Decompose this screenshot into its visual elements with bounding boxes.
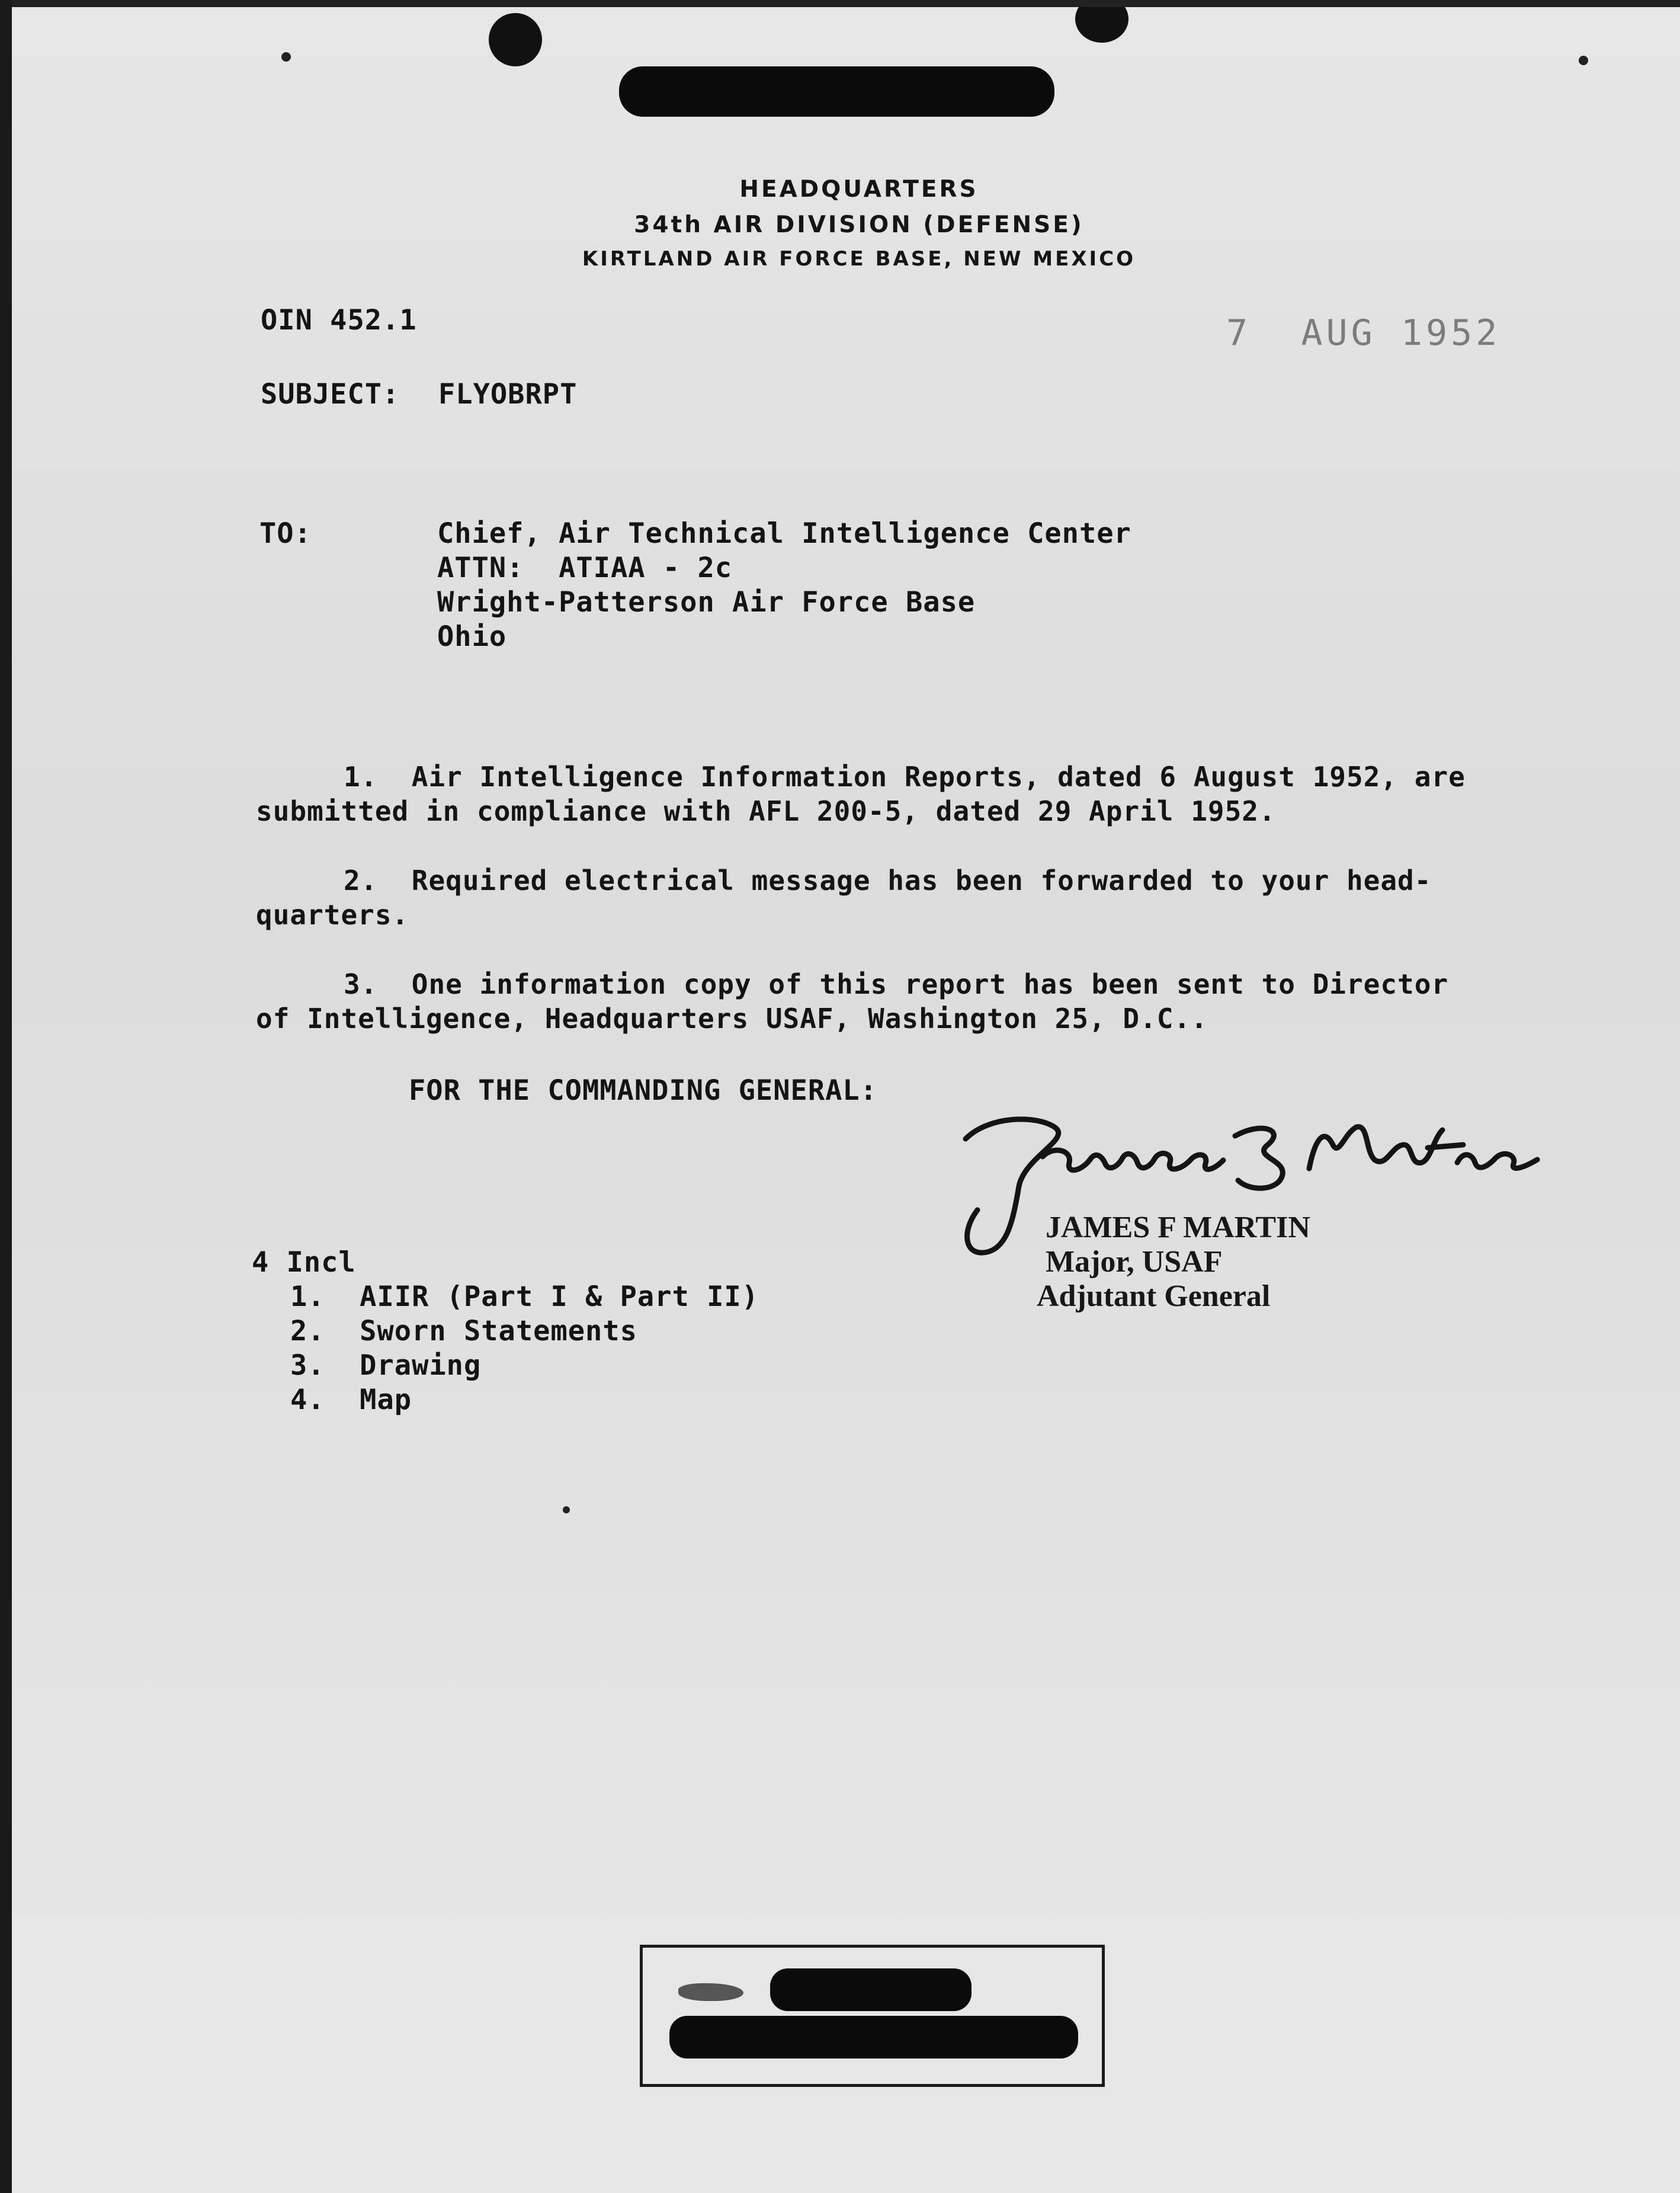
signature-name: JAMES F MARTIN bbox=[1046, 1211, 1310, 1244]
punch-hole-left bbox=[489, 13, 542, 66]
document-page bbox=[12, 7, 1680, 2193]
to-line-4: Ohio bbox=[437, 620, 507, 653]
to-line-2: ATTN: ATIAA - 2c bbox=[437, 552, 733, 584]
speck bbox=[563, 1506, 570, 1513]
letterhead-line-2: 34th AIR DIVISION (DEFENSE) bbox=[634, 212, 1084, 238]
paragraph-2-line-2: quarters. bbox=[256, 899, 409, 931]
to-line-1: Chief, Air Technical Intelligence Center bbox=[437, 517, 1131, 550]
to-line-3: Wright-Patterson Air Force Base bbox=[437, 586, 976, 619]
punch-hole-right bbox=[1075, 7, 1128, 43]
letterhead-line-1: HEADQUARTERS bbox=[739, 176, 979, 203]
classification-box bbox=[640, 1945, 1105, 2087]
paragraph-1-line-2: submitted in compliance with AFL 200-5, dated 29 April 1952. bbox=[256, 795, 1276, 827]
signature-title: Adjutant General bbox=[1037, 1279, 1271, 1313]
to-label: TO: bbox=[259, 517, 312, 550]
scan-left-edge bbox=[0, 0, 12, 2193]
file-reference: OIN 452.1 bbox=[261, 304, 417, 337]
enclosure-item-4: 4. Map bbox=[290, 1384, 412, 1416]
enclosure-item-3: 3. Drawing bbox=[290, 1349, 482, 1382]
enclosures-header: 4 Incl bbox=[252, 1246, 356, 1279]
enclosure-item-2: 2. Sworn Statements bbox=[290, 1315, 637, 1347]
box-smudge bbox=[678, 1983, 743, 2001]
top-redaction bbox=[619, 66, 1054, 117]
scan-top-edge bbox=[0, 0, 1680, 7]
box-redaction-lower bbox=[669, 2016, 1078, 2058]
closing-line: FOR THE COMMANDING GENERAL: bbox=[409, 1074, 878, 1107]
paragraph-2-line-1: 2. Required electrical message has been forwarded to your head- bbox=[344, 865, 1432, 897]
paragraph-3-line-2: of Intelligence, Headquarters USAF, Washington 25, D.C.. bbox=[256, 1003, 1208, 1035]
box-redaction-upper bbox=[770, 1968, 972, 2011]
subject-label: SUBJECT: bbox=[261, 378, 400, 411]
enclosure-item-1: 1. AIIR (Part I & Part II) bbox=[290, 1280, 759, 1313]
paragraph-3-line-1: 3. One information copy of this report has been sent to Director bbox=[344, 968, 1449, 1000]
letterhead-line-3: KIRTLAND AIR FORCE BASE, NEW MEXICO bbox=[582, 247, 1136, 271]
subject-value: FLYOBRPT bbox=[438, 378, 578, 411]
paragraph-1-line-1: 1. Air Intelligence Information Reports, dated 6 August 1952, are bbox=[344, 761, 1466, 793]
signature-rank: Major, USAF bbox=[1046, 1245, 1223, 1279]
date-stamp: 7 AUG 1952 bbox=[1226, 312, 1501, 354]
speck bbox=[281, 52, 291, 62]
speck bbox=[1579, 56, 1588, 65]
